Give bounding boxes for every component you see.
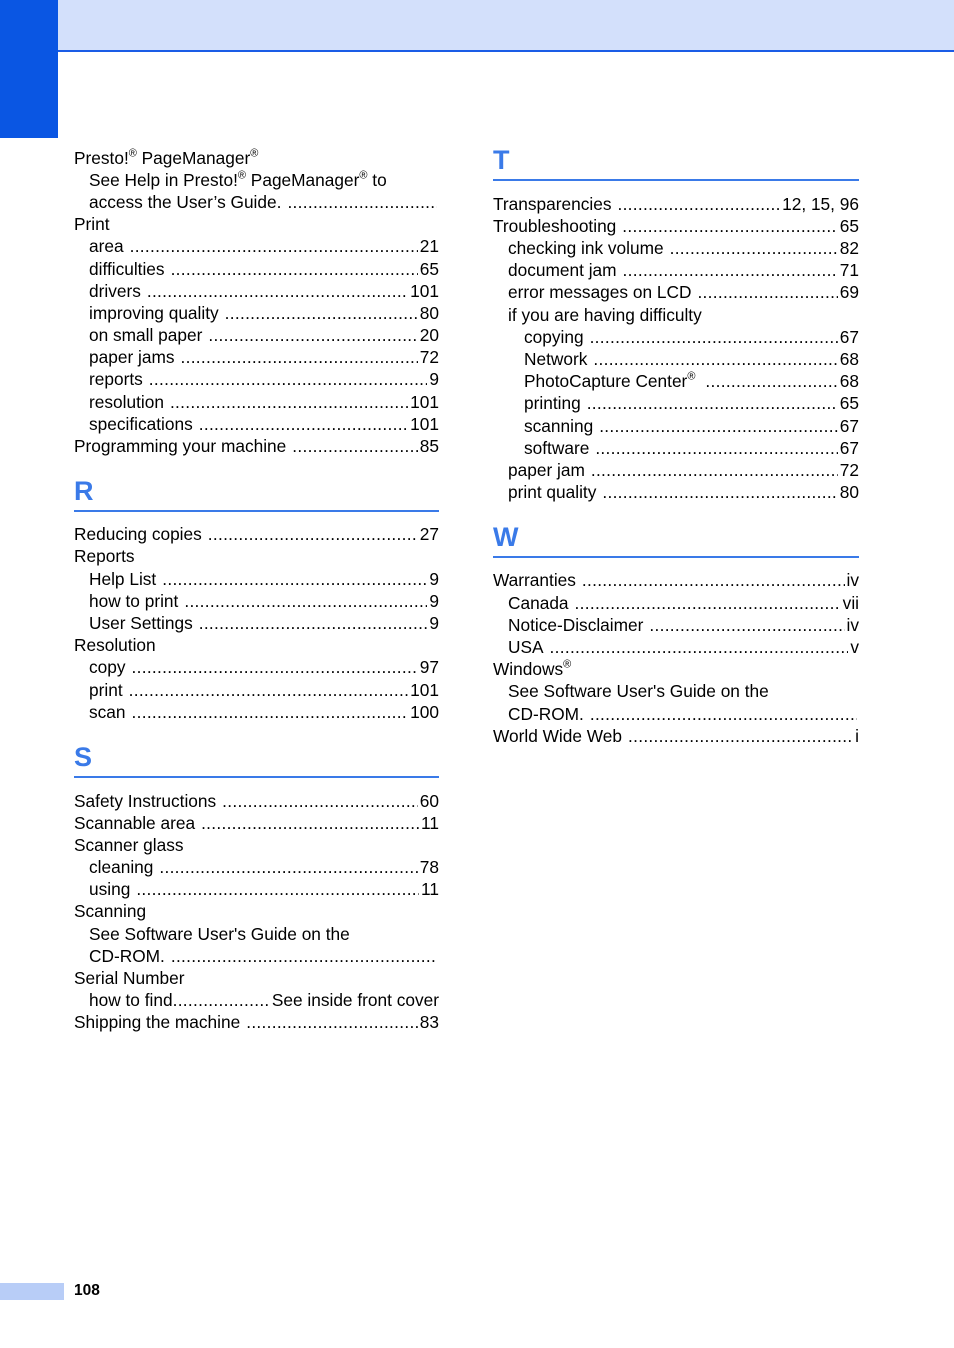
index-entry: CD-ROM. .....	[74, 945, 439, 967]
index-entry: how to print ..... 9	[74, 590, 439, 612]
chapter-tab	[0, 0, 58, 138]
index-entry: Print	[74, 214, 110, 234]
section-rule	[74, 510, 439, 512]
index-entry: Reports	[74, 546, 135, 566]
index-entry: drivers ..... 101	[74, 280, 439, 302]
page-number: 108	[74, 1282, 100, 1299]
index-entry: reports ..... 9	[74, 368, 439, 390]
index-entry: scan ..... 100	[74, 701, 439, 723]
index-entry: copying ..... 67	[493, 326, 859, 348]
index-entry: Help List ..... 9	[74, 568, 439, 590]
index-entry: copy ..... 97	[74, 656, 439, 678]
index-entry: Windows®	[493, 658, 572, 679]
index-entry: See Software User's Guide on the	[89, 924, 350, 944]
index-entry: Canada ..... vii	[493, 592, 859, 614]
index-entry: Safety Instructions ..... 60	[74, 790, 439, 812]
section-letter-s: S	[74, 742, 93, 772]
index-entry: software ..... 67	[493, 437, 859, 459]
index-entry: using ..... 11	[74, 878, 439, 900]
index-entry: See Software User's Guide on the	[508, 681, 769, 701]
index-entry: printing ..... 65	[493, 392, 859, 414]
index-entry: Serial Number	[74, 968, 185, 988]
index-entry: difficulties ..... 65	[74, 258, 439, 280]
index-entry: Resolution	[74, 635, 156, 655]
index-entry: paper jams ..... 72	[74, 346, 439, 368]
index-entry: access the User’s Guide. .....	[74, 191, 439, 213]
index-entry: Scannable area ..... 11	[74, 812, 439, 834]
index-entry: how to find ..... See inside front cover	[74, 989, 439, 1011]
index-entry: Programming your machine ..... 85	[74, 435, 439, 457]
index-entry: document jam ..... 71	[493, 259, 859, 281]
index-entry: Warranties ..... iv	[493, 569, 859, 591]
index-entry: Troubleshooting ..... 65	[493, 215, 859, 237]
section-letter-t: T	[493, 145, 510, 175]
section-letter-w: W	[493, 522, 519, 552]
index-entry: See Help in Presto!® PageManager® to	[89, 169, 387, 190]
index-entry: Presto!® PageManager®	[74, 147, 259, 168]
index-entry: USA ..... v	[493, 636, 859, 658]
header-band	[0, 0, 954, 52]
index-entry: on small paper ..... 20	[74, 324, 439, 346]
index-entry: Reducing copies ..... 27	[74, 523, 439, 545]
section-rule	[493, 556, 859, 558]
footer-band	[0, 1283, 64, 1300]
section-rule	[493, 179, 859, 181]
index-entry: if you are having difficulty	[508, 305, 702, 325]
index-entry: Shipping the machine ..... 83	[74, 1011, 439, 1033]
index-entry: Scanning	[74, 901, 147, 921]
index-entry: cleaning ..... 78	[74, 856, 439, 878]
index-entry: CD-ROM. .....	[493, 703, 859, 725]
index-entry: checking ink volume ..... 82	[493, 237, 859, 259]
index-entry: Notice-Disclaimer ..... iv	[493, 614, 859, 636]
index-entry: print ..... 101	[74, 679, 439, 701]
index-entry: area ..... 21	[74, 235, 439, 257]
index-entry: improving quality ..... 80	[74, 302, 439, 324]
index-entry: PhotoCapture Center® ..... 68	[493, 370, 859, 392]
index-entry: Transparencies ..... 12, 15, 96	[493, 193, 859, 215]
section-letter-r: R	[74, 476, 94, 506]
index-entry: paper jam ..... 72	[493, 459, 859, 481]
index-entry: User Settings ..... 9	[74, 612, 439, 634]
index-entry: Scanner glass	[74, 835, 184, 855]
index-entry: scanning ..... 67	[493, 415, 859, 437]
index-entry: error messages on LCD ..... 69	[493, 281, 859, 303]
section-rule	[74, 776, 439, 778]
index-entry: resolution ..... 101	[74, 391, 439, 413]
index-entry: print quality ..... 80	[493, 481, 859, 503]
index-entry: specifications ..... 101	[74, 413, 439, 435]
index-entry: Network ..... 68	[493, 348, 859, 370]
index-entry: World Wide Web ..... i	[493, 725, 859, 747]
